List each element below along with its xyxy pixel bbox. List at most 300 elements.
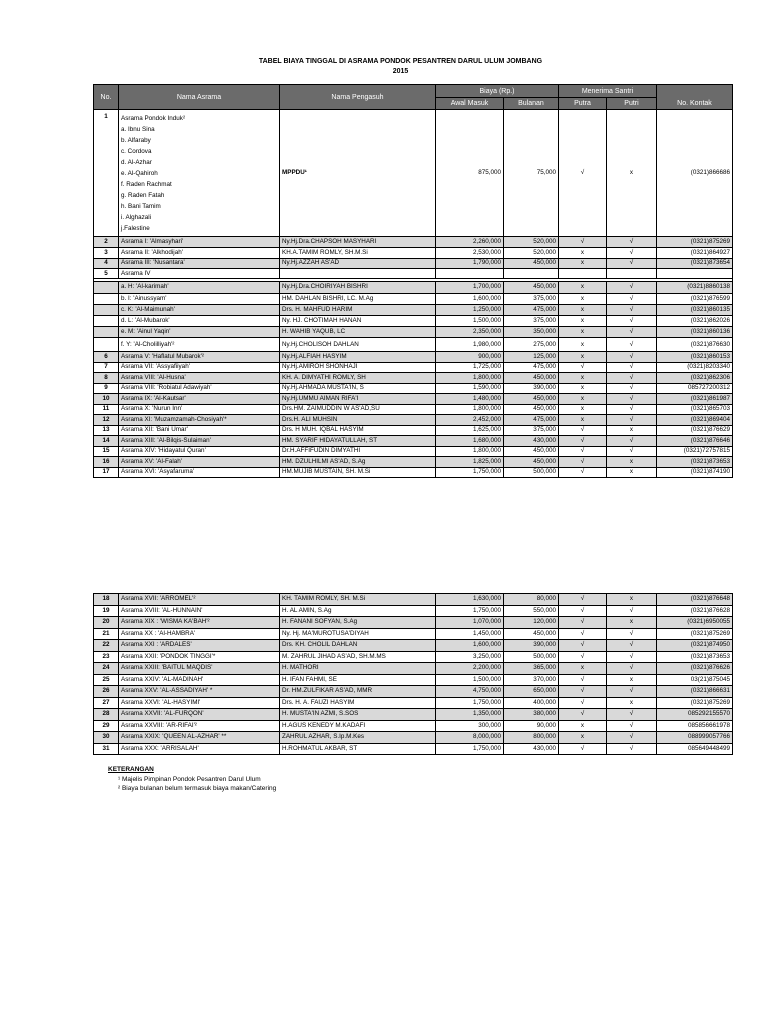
row-no: 6	[94, 352, 119, 363]
asrama-cell: e. M: 'Ainul Yaqin'	[119, 327, 280, 338]
kontak-cell: (0321)862026	[657, 315, 733, 326]
asrama-cell: Asrama VIII: 'Robiatul Adawiyah'	[119, 383, 280, 394]
header-awal-masuk: Awal Masuk	[436, 98, 504, 110]
row-no: 15	[94, 446, 119, 457]
putri-cell: √	[607, 293, 657, 304]
awal-masuk-cell: 1,480,000	[436, 394, 504, 405]
asrama-cell: Asrama XVIII: 'AL-HUNNAIN'	[119, 605, 280, 617]
pengasuh-cell: HM.MUJIB MUSTAIN, SH. M.Si	[280, 467, 436, 478]
asrama-cell: Asrama XXVIII: 'AR-RIFAI'²	[119, 720, 280, 732]
awal-masuk-cell: 1,800,000	[436, 404, 504, 415]
table-row	[94, 605, 733, 617]
pengasuh-cell: MPPDU¹	[280, 110, 436, 237]
putra-cell: √	[559, 446, 607, 457]
keterangan-heading: KETERANGAN	[108, 766, 154, 773]
awal-masuk-cell: 1,250,000	[436, 304, 504, 315]
kontak-cell: (0321)875269	[657, 628, 733, 640]
putri-cell: √	[607, 373, 657, 384]
awal-masuk-cell: 1,625,000	[436, 425, 504, 436]
row-no: 2	[94, 237, 119, 248]
row-no	[94, 293, 119, 304]
putri-cell: √	[607, 304, 657, 315]
pengasuh-cell: H. IFAN FAHMI, SE	[280, 674, 436, 686]
putri-cell: √	[607, 651, 657, 663]
table-row	[94, 404, 733, 415]
asrama-cell: Asrama XV: 'Al-Falah'	[119, 457, 280, 468]
table-row	[94, 282, 733, 293]
putra-cell: x	[559, 304, 607, 315]
bulanan-cell: 450,000	[504, 394, 559, 405]
table-row	[94, 258, 733, 269]
putri-cell: x	[607, 697, 657, 709]
asrama-cell: f. Y: 'Al-Cholilliyah'²	[119, 338, 280, 352]
pengasuh-cell: H. FANANI SOFYAN, S.Ag	[280, 617, 436, 629]
pengasuh-cell: Ny.Hj.ALFIAH HASYIM	[280, 352, 436, 363]
pengasuh-cell: Ny.Hj.AZZAH AS'AD	[280, 258, 436, 269]
pengasuh-cell: ZAHRUL AZHAR, S.Ip.M.Kes	[280, 732, 436, 744]
bulanan-cell: 475,000	[504, 415, 559, 426]
bulanan-cell: 370,000	[504, 674, 559, 686]
table-row	[94, 338, 733, 352]
pengasuh-cell: HM. SYARIF HIDAYATULLAH, ST	[280, 436, 436, 447]
table-row	[94, 362, 733, 373]
kontak-cell: (0321)876646	[657, 436, 733, 447]
awal-masuk-cell: 1,725,000	[436, 362, 504, 373]
pengasuh-cell: Ny.Hj.CHOLISOH DAHLAN	[280, 338, 436, 352]
bulanan-cell: 450,000	[504, 373, 559, 384]
kontak-cell: 085649448499	[657, 743, 733, 755]
awal-masuk-cell: 2,350,000	[436, 327, 504, 338]
awal-masuk-cell: 3,250,000	[436, 651, 504, 663]
awal-masuk-cell: 1,450,000	[436, 628, 504, 640]
asrama-cell: Asrama I: 'Almasyhari'	[119, 237, 280, 248]
table-row	[94, 269, 733, 279]
pengasuh-cell: Drs. H MUH. IQBAL HASYIM	[280, 425, 436, 436]
bulanan-cell: 520,000	[504, 237, 559, 248]
bulanan-cell: 450,000	[504, 457, 559, 468]
row-no: 5	[94, 269, 119, 279]
kontak-cell: (0321)864927	[657, 247, 733, 258]
asrama-cell: Asrama XIX : 'WISMA KA'BAH'²	[119, 617, 280, 629]
row-no: 29	[94, 720, 119, 732]
putri-cell: x	[607, 674, 657, 686]
putra-cell: x	[559, 315, 607, 326]
putra-cell: √	[559, 425, 607, 436]
putra-cell: x	[559, 327, 607, 338]
header-nama-asrama: Nama Asrama	[119, 85, 280, 110]
awal-masuk-cell: 1,070,000	[436, 617, 504, 629]
asrama-cell: Asrama XXVI: 'AL-HASYIMI'	[119, 697, 280, 709]
pengasuh-cell: H. WAHIB YAQUB, LC	[280, 327, 436, 338]
bulanan-cell: 430,000	[504, 436, 559, 447]
putri-cell: x	[607, 425, 657, 436]
row-no: 31	[94, 743, 119, 755]
table-row	[94, 446, 733, 457]
kontak-cell: 085727200312	[657, 383, 733, 394]
putri-cell: x	[607, 617, 657, 629]
kontak-cell: (0321)875269	[657, 237, 733, 248]
putri-cell: √	[607, 338, 657, 352]
pengasuh-cell: Drs.HM. ZAIMUDDIN W AS'AD,SU	[280, 404, 436, 415]
pengasuh-cell: Ny.Hj.UMMU AIMAN RIFA'I	[280, 394, 436, 405]
table-row	[94, 674, 733, 686]
table-row	[94, 247, 733, 258]
table-row	[94, 415, 733, 426]
bulanan-cell: 350,000	[504, 327, 559, 338]
row-no: 17	[94, 467, 119, 478]
table-row	[94, 315, 733, 326]
table-row	[94, 436, 733, 447]
awal-masuk-cell: 2,260,000	[436, 237, 504, 248]
pengasuh-cell: Dr.H.AFFIFUDIN DIMYATHI	[280, 446, 436, 457]
asrama-cell: Asrama XI: 'Muzamzamah-Chosiyah'*	[119, 415, 280, 426]
row-no: 25	[94, 674, 119, 686]
asrama-cell: Asrama XXII: 'PONDOK TINGGI'*	[119, 651, 280, 663]
table-row	[94, 686, 733, 698]
bulanan-cell: 375,000	[504, 293, 559, 304]
awal-masuk-cell: 1,750,000	[436, 697, 504, 709]
bulanan-cell: 450,000	[504, 258, 559, 269]
putra-cell: √	[559, 467, 607, 478]
row-no	[94, 315, 119, 326]
putri-cell: √	[607, 404, 657, 415]
awal-masuk-cell: 1,790,000	[436, 258, 504, 269]
pengasuh-cell: HM. DAHLAN BISHRI, LC. M.Ag	[280, 293, 436, 304]
putra-cell: √	[559, 110, 607, 237]
row-no: 14	[94, 436, 119, 447]
document-year: 2015	[392, 68, 409, 75]
kontak-cell: (0321)873653	[657, 651, 733, 663]
putri-cell: √	[607, 362, 657, 373]
awal-masuk-cell: 1,630,000	[436, 594, 504, 606]
table-row	[94, 628, 733, 640]
bulanan-cell: 380,000	[504, 709, 559, 721]
pengasuh-cell: Drs. H. MAHFUD HARIM	[280, 304, 436, 315]
row-no: 10	[94, 394, 119, 405]
asrama-list-item: d. Al-Azhar	[121, 159, 152, 166]
row-no: 16	[94, 457, 119, 468]
putri-cell: √	[607, 640, 657, 652]
asrama-cell: b. I: 'Ainussyam'	[119, 293, 280, 304]
bulanan-cell: 475,000	[504, 304, 559, 315]
awal-masuk-cell: 1,750,000	[436, 605, 504, 617]
pengasuh-cell: Drs.H. ALI MUHSIN	[280, 415, 436, 426]
awal-masuk-cell: 2,452,000	[436, 415, 504, 426]
putri-cell: √	[607, 628, 657, 640]
row-no: 11	[94, 404, 119, 415]
kontak-cell: (0321)866686	[657, 110, 733, 237]
row-no: 1	[94, 110, 119, 237]
asrama-list-item: j.Falestine	[121, 225, 150, 232]
asrama-cell: Asrama XXV: 'AL-ASSADIYAH' *	[119, 686, 280, 698]
asrama-cell: c. K: 'Al-Maimunah'	[119, 304, 280, 315]
pengasuh-cell: H. AL AMIN, S.Ag	[280, 605, 436, 617]
putra-cell: √	[559, 697, 607, 709]
putra-cell: x	[559, 383, 607, 394]
putri-cell: √	[607, 732, 657, 744]
row-no: 20	[94, 617, 119, 629]
asrama-cell: Asrama XIII: 'Al-Bilqis-Sulaiman'	[119, 436, 280, 447]
row-no: 30	[94, 732, 119, 744]
pengasuh-cell: Drs. KH. CHOLIL DAHLAN	[280, 640, 436, 652]
putra-cell: x	[559, 732, 607, 744]
asrama-cell: Asrama III: 'Nusantara'	[119, 258, 280, 269]
kontak-cell: 03(21)875045	[657, 674, 733, 686]
putra-cell: √	[559, 594, 607, 606]
pengasuh-cell: Dr. HM.ZULFIKAR AS'AD, MMR	[280, 686, 436, 698]
asrama-cell: Asrama IX: 'Al-Kautsar'	[119, 394, 280, 405]
bulanan-cell: 650,000	[504, 686, 559, 698]
awal-masuk-cell: 1,980,000	[436, 338, 504, 352]
asrama-list-item: b. Alfaraby	[121, 137, 151, 144]
table-row	[94, 394, 733, 405]
bulanan-cell: 520,000	[504, 247, 559, 258]
awal-masuk-cell: 2,200,000	[436, 663, 504, 675]
table-row	[94, 304, 733, 315]
pengasuh-cell: H.ROHMATUL AKBAR, ST	[280, 743, 436, 755]
asrama-cell: Asrama IV	[119, 269, 280, 279]
header-putra: Putra	[559, 98, 607, 110]
table-row	[94, 732, 733, 744]
header-menerima-santri: Menerima Santri	[559, 85, 657, 98]
putri-cell: √	[607, 315, 657, 326]
awal-masuk-cell: 1,700,000	[436, 282, 504, 293]
biaya-table-part-2	[93, 593, 733, 755]
kontak-cell: 085292155570	[657, 709, 733, 721]
pengasuh-cell: H. MUSTA'IN AZMI, S.SOS	[280, 709, 436, 721]
asrama-list	[119, 110, 280, 237]
bulanan-cell: 430,000	[504, 743, 559, 755]
table-row	[94, 663, 733, 675]
bulanan-cell: 375,000	[504, 425, 559, 436]
putra-cell: x	[559, 293, 607, 304]
row-no: 8	[94, 373, 119, 384]
awal-masuk-cell: 300,000	[436, 720, 504, 732]
putra-cell: x	[559, 404, 607, 415]
kontak-cell: (0321)862306	[657, 373, 733, 384]
awal-masuk-cell: 2,530,000	[436, 247, 504, 258]
row-no: 19	[94, 605, 119, 617]
header-biaya: Biaya (Rp.)	[436, 85, 559, 98]
putri-cell: √	[607, 282, 657, 293]
awal-masuk-cell: 1,350,000	[436, 709, 504, 721]
awal-masuk-cell: 1,590,000	[436, 383, 504, 394]
table-row	[94, 327, 733, 338]
kontak-cell: (0321)860135	[657, 304, 733, 315]
kontak-cell: (0321)861987	[657, 394, 733, 405]
awal-masuk-cell: 4,750,000	[436, 686, 504, 698]
putra-cell: √	[559, 605, 607, 617]
asrama-cell: Asrama XXIX: 'QUEEN AL-AZHAR' **	[119, 732, 280, 744]
awal-masuk-cell: 1,800,000	[436, 446, 504, 457]
putri-cell: √	[607, 247, 657, 258]
asrama-cell: Asrama XXX: 'ARRISALAH'	[119, 743, 280, 755]
kontak-cell: (0321)865703	[657, 404, 733, 415]
putri-cell: √	[607, 352, 657, 363]
table-row	[94, 110, 733, 237]
putri-cell: √	[607, 709, 657, 721]
putra-cell: x	[559, 373, 607, 384]
awal-masuk-cell: 1,500,000	[436, 674, 504, 686]
document-title: TABEL BIAYA TINGGAL DI ASRAMA PONDOK PESANTREN DARUL ULUM JOMBANG	[258, 58, 543, 65]
kontak-cell: (0321)873653	[657, 457, 733, 468]
bulanan-cell: 450,000	[504, 404, 559, 415]
kontak-cell: (0321)866631	[657, 686, 733, 698]
asrama-cell: Asrama V: 'Haflatul Mubarok'²	[119, 352, 280, 363]
table-row	[94, 352, 733, 363]
awal-masuk-cell: 1,750,000	[436, 743, 504, 755]
row-no: 22	[94, 640, 119, 652]
awal-masuk-cell: 8,000,000	[436, 732, 504, 744]
row-no: 24	[94, 663, 119, 675]
row-no: 4	[94, 258, 119, 269]
row-no	[94, 304, 119, 315]
keterangan-notes	[108, 766, 276, 794]
pengasuh-cell: KH. TAMIM ROMLY, SH. M.Si	[280, 594, 436, 606]
row-no: 27	[94, 697, 119, 709]
putri-cell: √	[607, 327, 657, 338]
bulanan-cell: 450,000	[504, 628, 559, 640]
putra-cell: √	[559, 640, 607, 652]
asrama-list-item: Asrama Pondok Induk²	[121, 115, 186, 122]
putri-cell: x	[607, 467, 657, 478]
asrama-cell: Asrama VIII: 'Al-Husna'	[119, 373, 280, 384]
putra-cell: x	[559, 282, 607, 293]
table-row	[94, 425, 733, 436]
putra-cell: x	[559, 247, 607, 258]
header-no-kontak: No. Kontak	[657, 85, 733, 110]
putra-cell: x	[559, 352, 607, 363]
awal-masuk-cell: 1,825,000	[436, 457, 504, 468]
putra-cell: √	[559, 674, 607, 686]
putra-cell: √	[559, 628, 607, 640]
putra-cell: √	[559, 743, 607, 755]
header-bulanan: Bulanan	[504, 98, 559, 110]
kontak-cell: (0321)876599	[657, 293, 733, 304]
pengasuh-cell: Ny.Hj.AHMADA MUSTA'IN, S	[280, 383, 436, 394]
pengasuh-cell: KH. A. DIMYATHI ROMLY, SH	[280, 373, 436, 384]
table-row	[94, 373, 733, 384]
bulanan-cell: 365,000	[504, 663, 559, 675]
kontak-cell: (0321)869404	[657, 415, 733, 426]
kontak-cell: (0321)874190	[657, 467, 733, 478]
awal-masuk-cell: 1,750,000	[436, 467, 504, 478]
putri-cell: √	[607, 436, 657, 447]
kontak-cell: (0321)8860138	[657, 282, 733, 293]
putri-cell: √	[607, 258, 657, 269]
table-row	[94, 383, 733, 394]
kontak-cell: (0321)860153	[657, 352, 733, 363]
pengasuh-cell: Ny. HJ. CHOTIMAH HANAN	[280, 315, 436, 326]
pengasuh-cell: KH.A.TAMIM ROMLY, SH.M.Si	[280, 247, 436, 258]
row-no	[94, 338, 119, 352]
bulanan-cell: 475,000	[504, 362, 559, 373]
putra-cell: x	[559, 720, 607, 732]
asrama-list-item: f. Raden Rachmat	[121, 181, 172, 188]
header-nama-pengasuh: Nama Pengasuh	[280, 85, 436, 110]
bulanan-cell: 390,000	[504, 383, 559, 394]
bulanan-cell: 500,000	[504, 467, 559, 478]
putri-cell: √	[607, 720, 657, 732]
bulanan-cell: 90,000	[504, 720, 559, 732]
table-row	[94, 237, 733, 248]
kontak-cell: (0321)876629	[657, 425, 733, 436]
row-no	[94, 327, 119, 338]
pengasuh-cell: HM. DZULHILMI AS'AD, S.Ag	[280, 457, 436, 468]
putri-cell: x	[607, 594, 657, 606]
asrama-cell: Asrama XVI: 'Asyafaruma'	[119, 467, 280, 478]
bulanan-cell: 390,000	[504, 640, 559, 652]
bulanan-cell: 400,000	[504, 697, 559, 709]
row-no	[94, 282, 119, 293]
table-row	[94, 697, 733, 709]
pengasuh-cell: H. MATHORI	[280, 663, 436, 675]
row-no: 18	[94, 594, 119, 606]
bulanan-cell: 450,000	[504, 282, 559, 293]
bulanan-cell: 550,000	[504, 605, 559, 617]
putri-cell: √	[607, 605, 657, 617]
row-no: 12	[94, 415, 119, 426]
asrama-list-item: c. Cordova	[121, 148, 152, 155]
bulanan-cell: 125,000	[504, 352, 559, 363]
asrama-cell: Asrama XVII: 'ARROMEL'²	[119, 594, 280, 606]
asrama-cell: Asrama VII: 'Assyafiiyah'	[119, 362, 280, 373]
bulanan-cell: 800,000	[504, 732, 559, 744]
awal-masuk-cell: 1,680,000	[436, 436, 504, 447]
kontak-cell: (0321)874950	[657, 640, 733, 652]
asrama-cell: d. L: 'Al-Mubarok'	[119, 315, 280, 326]
table-row	[94, 720, 733, 732]
asrama-cell: Asrama XX : 'Al-HAMBRA'	[119, 628, 280, 640]
row-no: 26	[94, 686, 119, 698]
kontak-cell: (0321)72757815	[657, 446, 733, 457]
asrama-cell: Asrama X: 'Nurun Inn'	[119, 404, 280, 415]
kontak-cell: (0321)876648	[657, 594, 733, 606]
asrama-cell: Asrama XXVII: 'AL-FURQON'	[119, 709, 280, 721]
bulanan-cell: 80,000	[504, 594, 559, 606]
asrama-cell: Asrama XII: 'Bani Umar'	[119, 425, 280, 436]
putri-cell: √	[607, 394, 657, 405]
putra-cell: √	[559, 457, 607, 468]
kontak-cell: (0321)860136	[657, 327, 733, 338]
pengasuh-cell: M. ZAHRUL JIHAD AS'AD, SH.M.MS	[280, 651, 436, 663]
kontak-cell: 085856661978	[657, 720, 733, 732]
note-2: ² Biaya bulanan belum termasuk biaya makan/Catering	[118, 785, 277, 792]
table-row	[94, 457, 733, 468]
kontak-cell: (0321)6950055	[657, 617, 733, 629]
putri-cell: √	[607, 663, 657, 675]
note-1: ¹ Majelis Pimpinan Pondok Pesantren Darul Ulum	[118, 776, 261, 783]
pengasuh-cell: Ny.Hj.Dra.CHOIRIYAH BISHRI	[280, 282, 436, 293]
kontak-cell: (0321)876626	[657, 663, 733, 675]
asrama-list-item: g. Raden Fatah	[121, 192, 165, 199]
kontak-cell: 088999057766	[657, 732, 733, 744]
bulanan-cell: 275,000	[504, 338, 559, 352]
row-no: 13	[94, 425, 119, 436]
putra-cell: x	[559, 663, 607, 675]
row-no: 23	[94, 651, 119, 663]
asrama-cell: a. H: 'Al-karimah'	[119, 282, 280, 293]
putra-cell: √	[559, 362, 607, 373]
row-no: 21	[94, 628, 119, 640]
asrama-cell: Asrama XXIV: 'AL-MADINAH'	[119, 674, 280, 686]
pengasuh-cell: Drs. H. A. FAUZI HASYIM	[280, 697, 436, 709]
putri-cell: √	[607, 446, 657, 457]
table-row	[94, 640, 733, 652]
bulanan-cell: 375,000	[504, 315, 559, 326]
putri-cell: √	[607, 415, 657, 426]
bulanan-cell: 75,000	[504, 110, 559, 237]
